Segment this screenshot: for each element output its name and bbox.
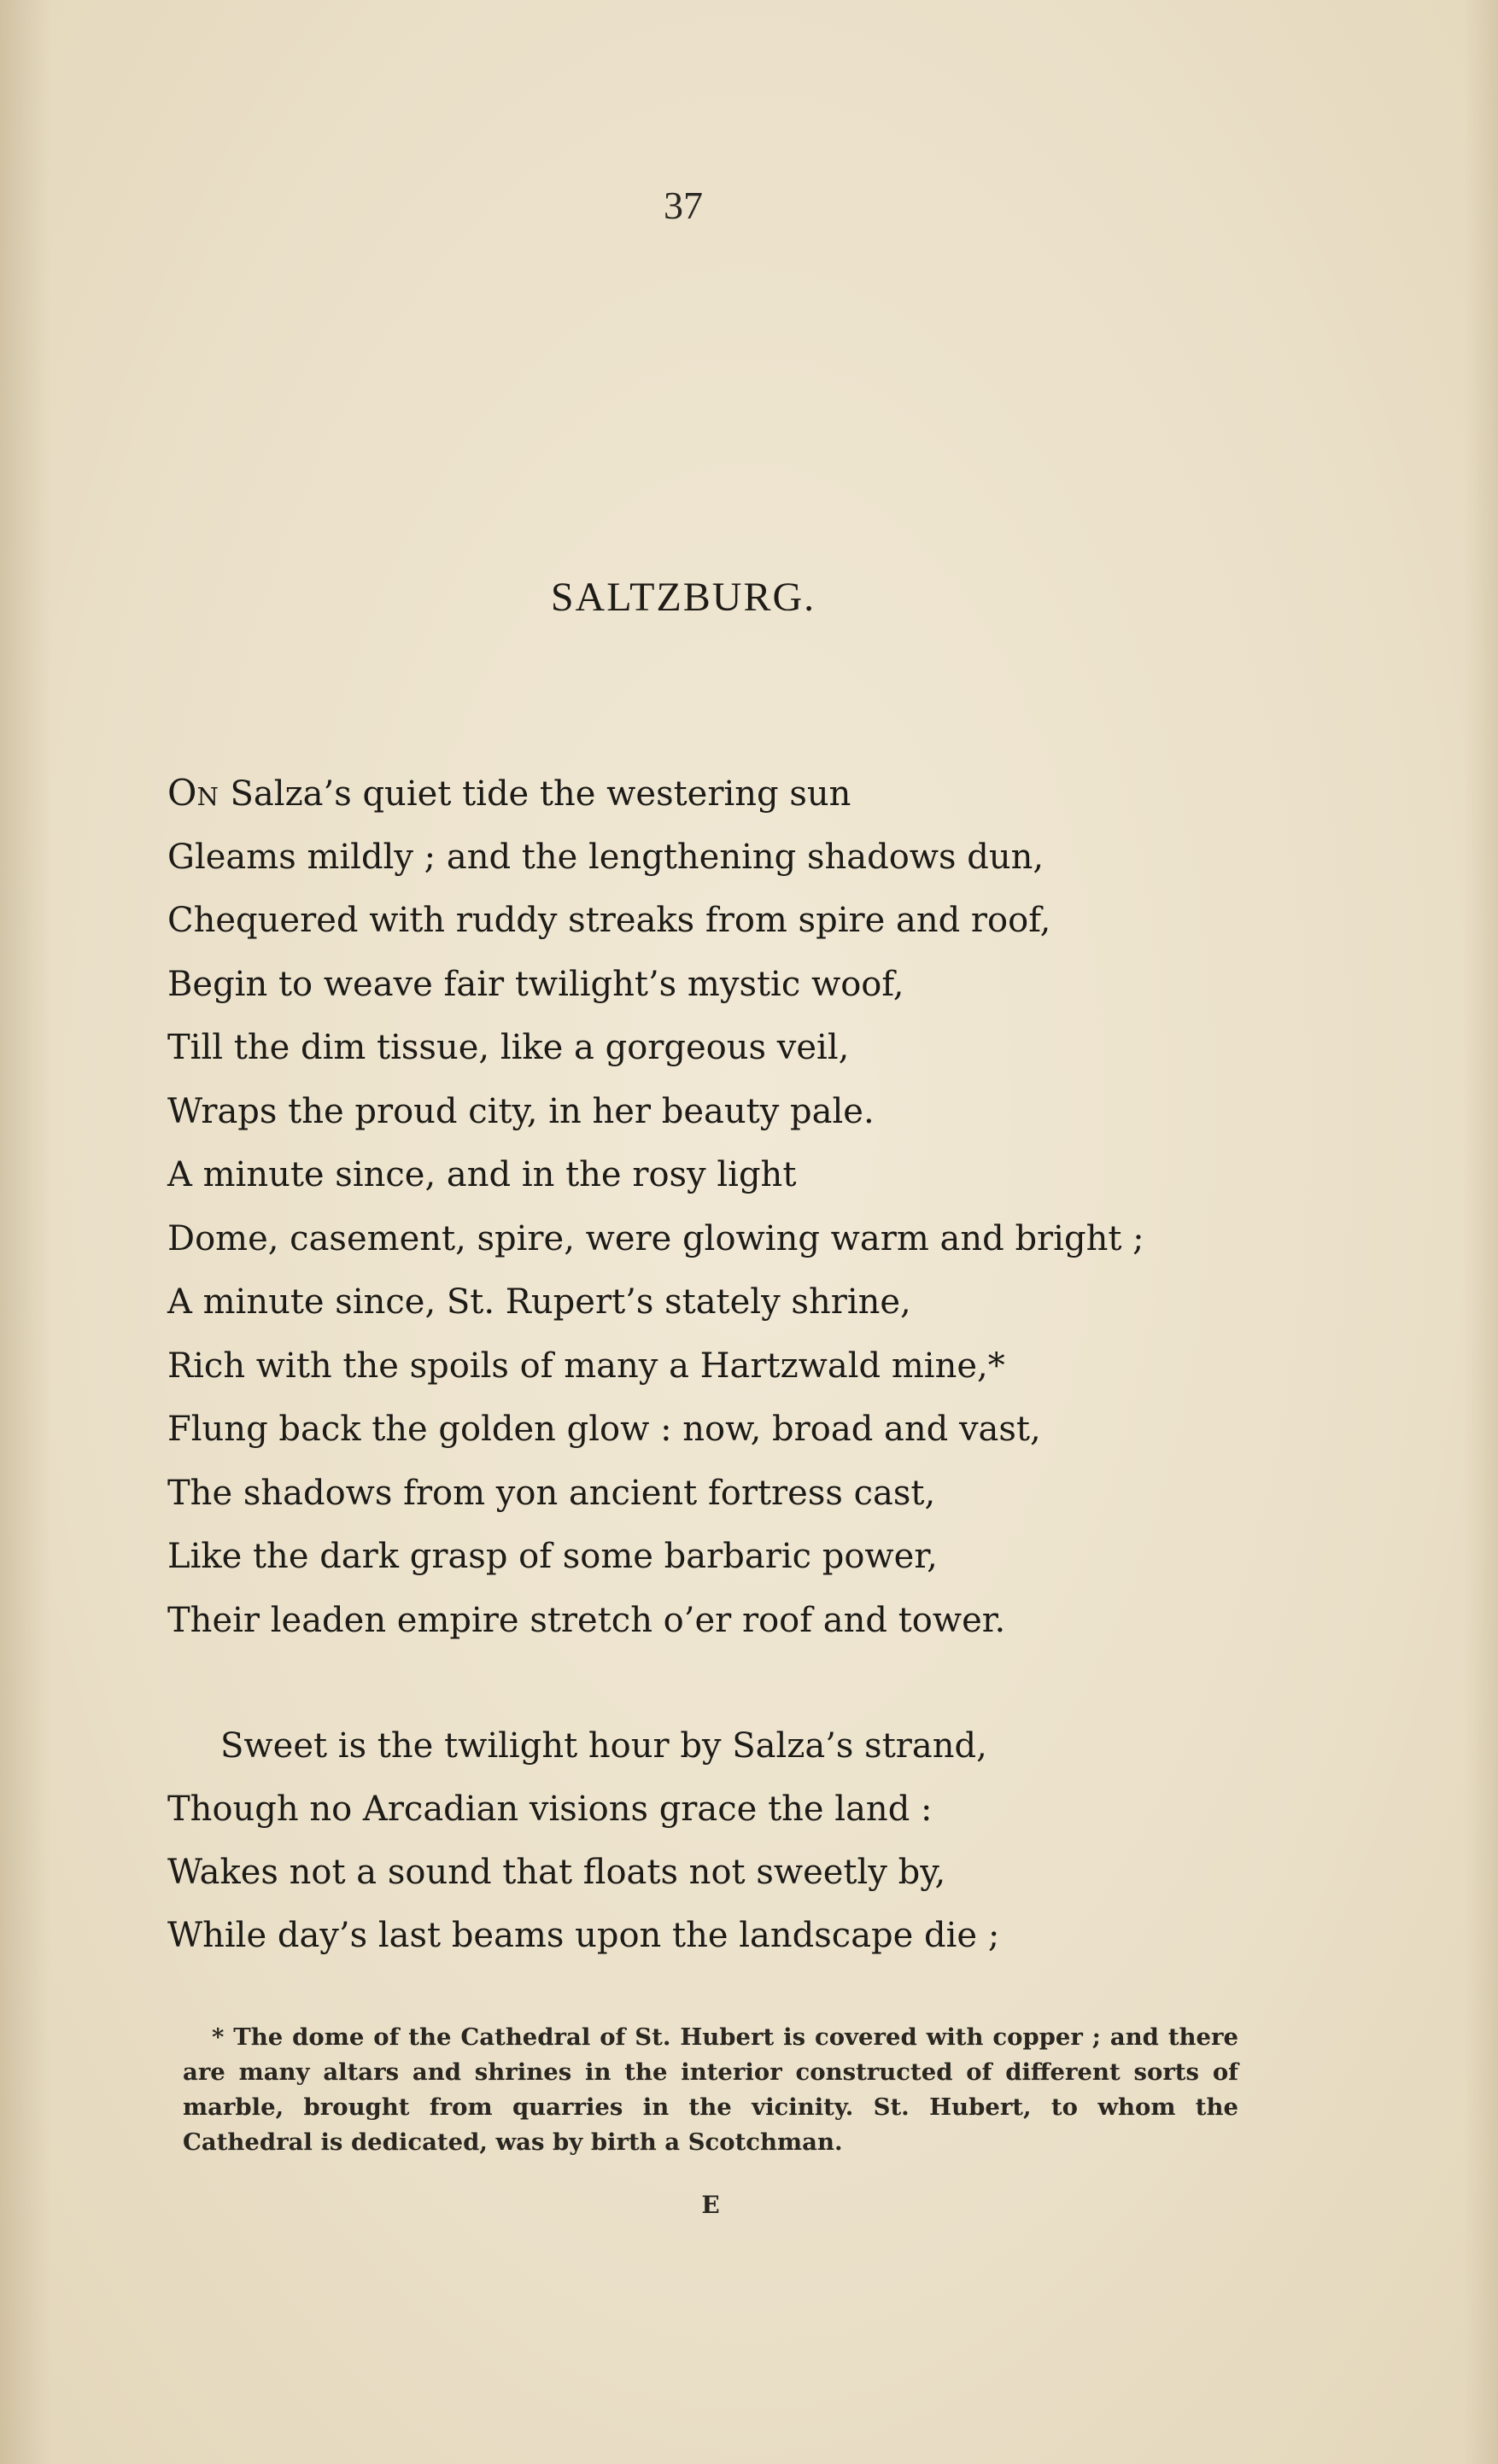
poem-line: Flung back the golden glow : now, broad and vast, [167, 1410, 1041, 1449]
initial-letter: O [167, 772, 197, 814]
poem-stanza-2 [167, 1714, 999, 1967]
poem-title: SALTZBURG. [550, 575, 816, 620]
poem-line: A minute since, and in the rosy light [167, 1155, 797, 1194]
poem-line: Though no Arcadian visions grace the land : [167, 1790, 933, 1829]
poem-stanza-1 [167, 762, 1144, 1652]
footnote: * The dome of the Cathedral of St. Hubert is covered with copper ; and there are many altars and shrines in the interior constructed of different sorts of marble, brought from quarries in the vicinity. St. Hubert, to whom the Cathedral is dedicated, was by birth a Scotchman. [183, 2023, 1238, 2156]
page-number: 37 [664, 184, 703, 227]
poem-line: Sweet is the twilight hour by Salza’s strand, [220, 1726, 987, 1766]
poem-line: Chequered with ruddy streaks from spire and roof, [167, 901, 1051, 940]
poem-line: Their leaden empire stretch o’er roof and tower. [167, 1600, 1006, 1640]
poem-line: The shadows from yon ancient fortress cast, [167, 1473, 936, 1513]
poem-line: A minute since, St. Rupert’s stately shrine, [167, 1282, 911, 1322]
poem-line: Dome, casement, spire, were glowing warm and bright ; [167, 1218, 1144, 1258]
first-line-text: Salza’s quiet tide the westering sun [219, 774, 851, 814]
poem-line: Like the dark grasp of some barbaric power, [167, 1537, 938, 1576]
signature-mark: E [701, 2191, 720, 2219]
poem-line: While day’s last beams upon the landscape die ; [167, 1916, 1000, 1955]
page-edge-shadow-left [0, 0, 51, 2464]
poem-line: Gleams mildly ; and the lengthening shadows dun, [167, 837, 1045, 877]
initial-small-caps: N [196, 782, 219, 811]
poem-line: Till the dim tissue, like a gorgeous veil, [167, 1028, 850, 1067]
poem-line [167, 762, 1144, 826]
poem-line: Rich with the spoils of many a Hartzwald mine,* [167, 1346, 1005, 1386]
poem-line: Wraps the proud city, in her beauty pale. [167, 1091, 875, 1131]
page-edge-shadow-right [1464, 0, 1498, 2464]
poem-line: Begin to weave fair twilight’s mystic woof, [167, 964, 904, 1004]
poem-line: Wakes not a sound that floats not sweetly by, [167, 1853, 946, 1892]
